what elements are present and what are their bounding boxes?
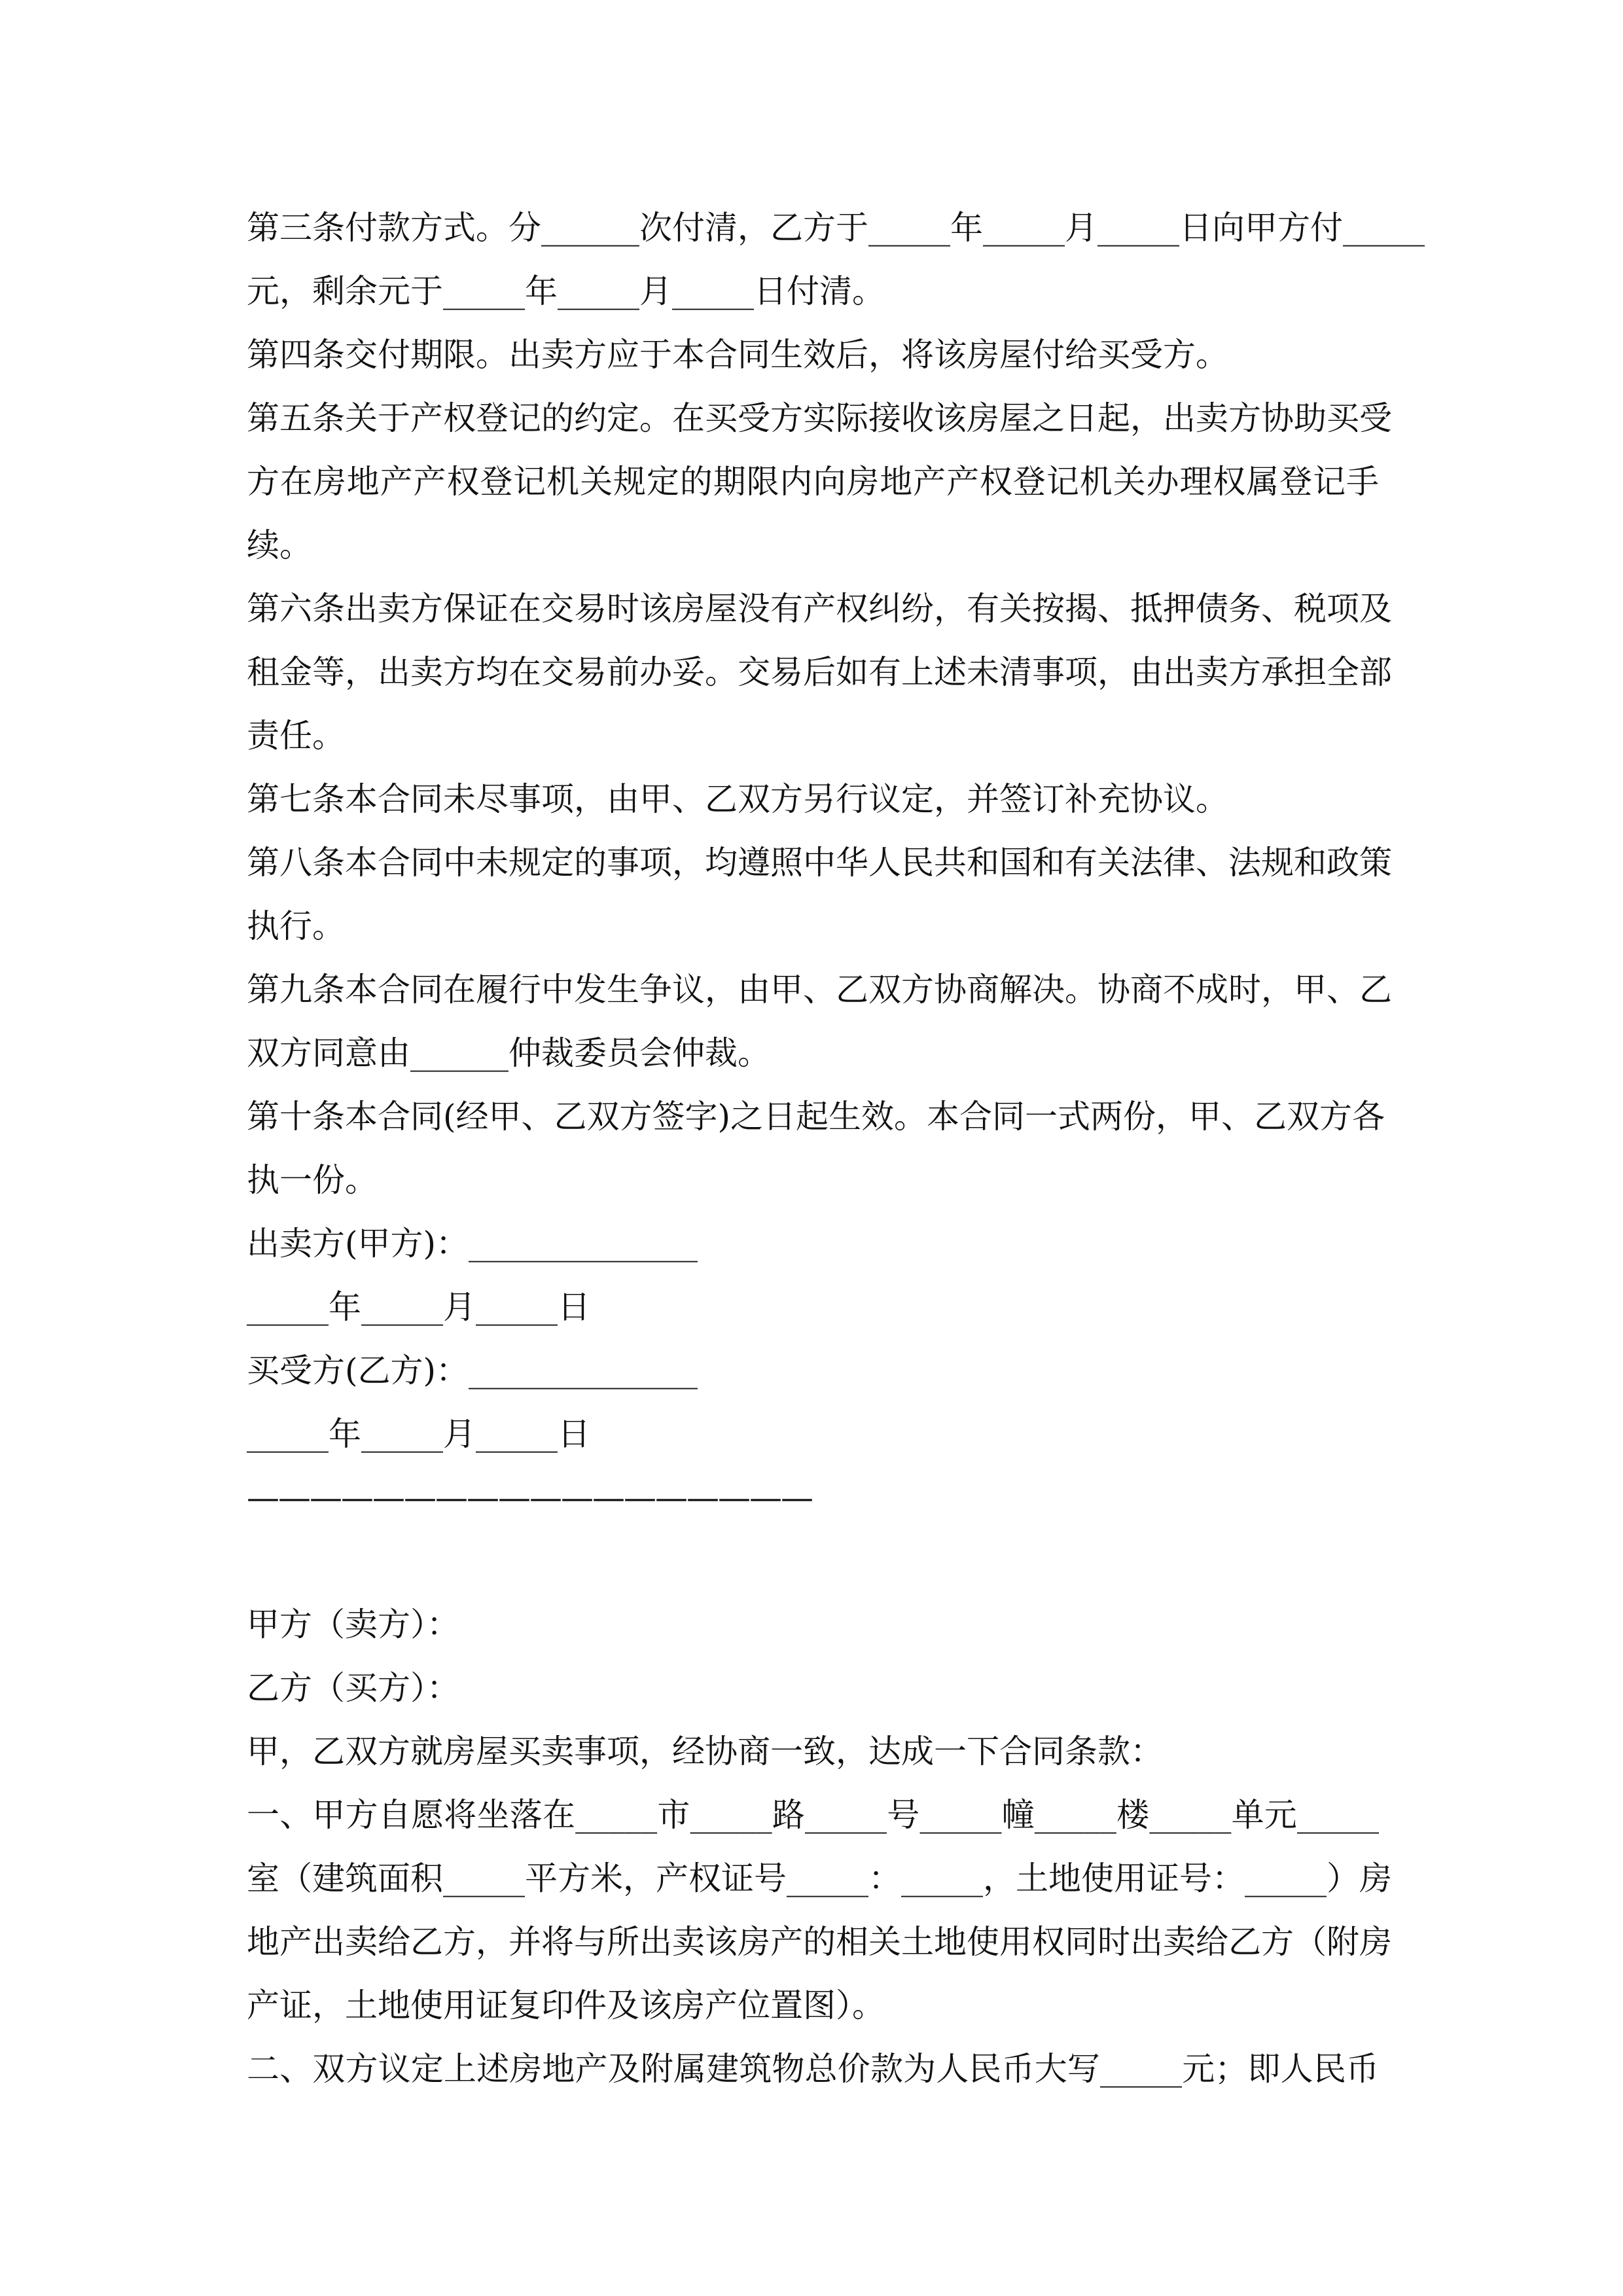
article-9-line-1: 第九条本合同在履行中发生争议，由甲、乙双方协商解决。协商不成时，甲、乙 (247, 971, 1392, 1009)
article-10-line-2: 执一份。 (247, 1161, 378, 1199)
article-8-line-2: 执行。 (247, 907, 345, 945)
article-6-line-2: 租金等，出卖方均在交易前办妥。交易后如有上述未清事项，由出卖方承担全部 (247, 653, 1392, 691)
article-5-line-2: 方在房地产产权登记机关规定的期限内向房地产产权登记机关办理权属登记手 (247, 463, 1379, 501)
article-6-line-3: 责任。 (247, 717, 345, 755)
article-8-line-1: 第八条本合同中未规定的事项，均遵照中华人民共和国和有关法律、法规和政策 (247, 844, 1392, 882)
article-5-line-1: 第五条关于产权登记的约定。在买受方实际接收该房屋之日起，出卖方协助买受 (247, 399, 1392, 437)
buyer-signature-line: 买受方(乙方)：______________ (247, 1352, 698, 1390)
article-3-line-2: 元，剩余元于_____年_____月_____日付清。 (247, 272, 885, 310)
clause-1-line-4: 产证，土地使用证复印件及该房产位置图）。 (247, 1986, 885, 2024)
blank-line (247, 1530, 1379, 1593)
clause-1-line-2: 室（建筑面积_____平方米，产权证号_____：_____，土地使用证号：_____）房 (247, 1859, 1392, 1897)
article-10-line-1: 第十条本合同(经甲、乙双方签字)之日起生效。本合同一式两份，甲、乙双方各 (247, 1098, 1385, 1136)
article-3-line-1: 第三条付款方式。分______次付清，乙方于_____年_____月_____日向甲方付_____ (247, 209, 1425, 247)
section-divider: —————————————————— (247, 1479, 812, 1516)
contract-text (247, 196, 1425, 2101)
clause-2-line-1: 二、双方议定上述房地产及附属建筑物总价款为人民币大写_____元；即人民币 (247, 2050, 1379, 2088)
article-5-line-3: 续。 (247, 526, 312, 564)
party-a-line: 甲方（卖方）： (247, 1605, 459, 1643)
agreement-intro-line: 甲，乙双方就房屋买卖事项，经协商一致，达成一下合同条款： (247, 1732, 1163, 1770)
article-7-line-1: 第七条本合同未尽事项，由甲、乙双方另行议定，并签订补充协议。 (247, 780, 1228, 818)
seller-signature-line: 出卖方(甲方)：______________ (247, 1225, 698, 1263)
article-4-line-1: 第四条交付期限。出卖方应于本合同生效后，将该房屋付给买受方。 (247, 336, 1228, 374)
buyer-date-line: _____年_____月_____日 (247, 1415, 590, 1453)
clause-1-line-1: 一、甲方自愿将坐落在_____市_____路_____号_____幢_____楼_____单元_____ (247, 1796, 1379, 1834)
article-6-line-1: 第六条出卖方保证在交易时该房屋没有产权纠纷，有关按揭、抵押债务、税项及 (247, 590, 1392, 628)
seller-date-line: _____年_____月_____日 (247, 1288, 590, 1326)
clause-1-line-3: 地产出卖给乙方，并将与所出卖该房产的相关土地使用权同时出卖给乙方（附房 (247, 1923, 1392, 1961)
party-b-line: 乙方（买方）： (247, 1669, 459, 1707)
article-9-line-2: 双方同意由______仲裁委员会仲裁。 (247, 1034, 770, 1072)
